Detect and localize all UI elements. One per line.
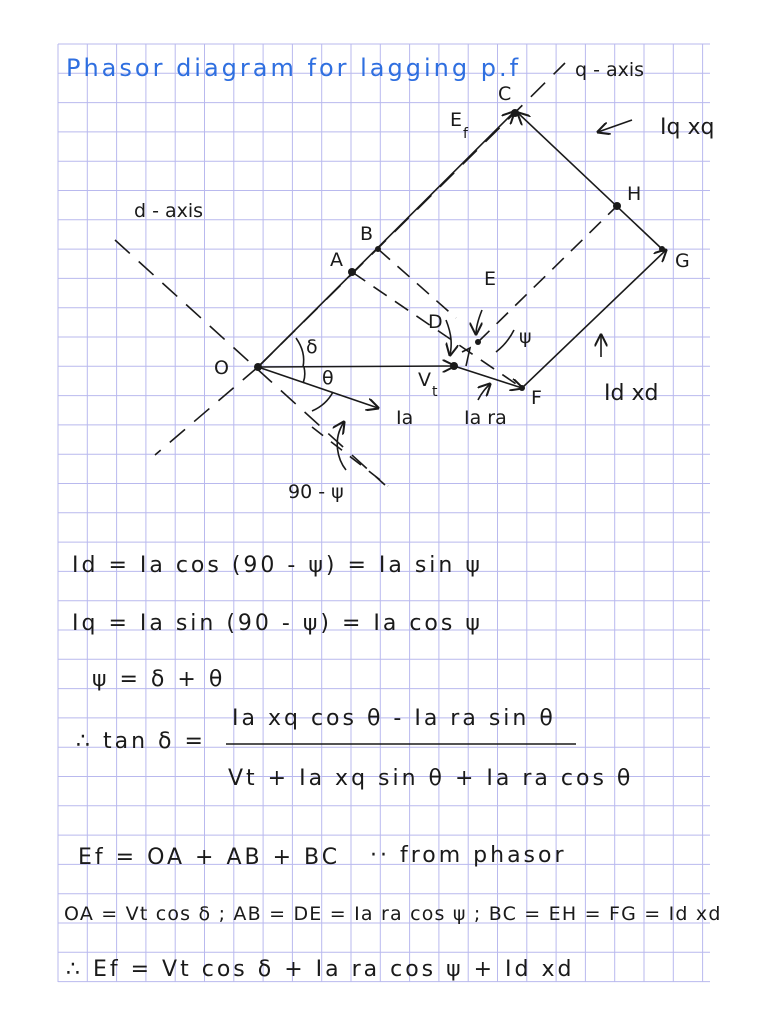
point-d bbox=[450, 362, 458, 370]
equation-ef-final: ∴ Ef = Vt cos δ + Ia ra cos ψ + Id xd bbox=[66, 957, 575, 982]
phasor-diagram bbox=[115, 63, 666, 486]
point-f bbox=[519, 385, 525, 391]
equation-id: Id = Ia cos (90 - ψ) = Ia sin ψ bbox=[72, 553, 483, 578]
equation-ef: Ef = OA + AB + BC bbox=[78, 845, 341, 870]
label-iara: Ia ra bbox=[464, 407, 507, 429]
ninety-psi-arc bbox=[312, 392, 333, 411]
equation-ef-note: ·· from phasor bbox=[370, 843, 567, 868]
point-h bbox=[613, 202, 621, 210]
delta-arc bbox=[296, 338, 304, 367]
label-f: F bbox=[531, 387, 542, 409]
equation-tan-numerator: Ia xq cos θ - Ia ra sin θ bbox=[232, 706, 556, 731]
label-ef-sub: f bbox=[463, 126, 468, 142]
label-vt-sub: t bbox=[432, 384, 438, 400]
iqxq-segment bbox=[518, 113, 662, 249]
label-d: D bbox=[428, 311, 443, 333]
label-vt: V bbox=[418, 369, 431, 391]
point-b bbox=[375, 246, 381, 252]
label-a: A bbox=[330, 249, 343, 271]
q-axis-label: q - axis bbox=[575, 59, 645, 81]
equation-components: OA = Vt cos δ ; AB = DE = Ia ra cos ψ ; BC = EH = FG = Id xd bbox=[64, 903, 722, 925]
label-theta: θ bbox=[322, 367, 334, 389]
d-axis-label: d - axis bbox=[134, 200, 204, 222]
graph-paper-grid bbox=[58, 44, 710, 982]
d-axis-line-lower bbox=[155, 367, 258, 455]
equation-tan-denominator: Vt + Ia xq sin θ + Ia ra cos θ bbox=[228, 766, 634, 791]
point-e bbox=[475, 339, 481, 345]
point-c bbox=[511, 109, 519, 117]
iara-pointer bbox=[478, 384, 490, 400]
equation-tan-prefix: ∴ tan δ = bbox=[76, 729, 206, 754]
label-o: O bbox=[214, 357, 229, 379]
label-ia: Ia bbox=[396, 407, 414, 429]
label-h: H bbox=[627, 183, 642, 205]
ef-phasor bbox=[258, 112, 514, 367]
label-g: G bbox=[675, 250, 690, 272]
psi-pointer bbox=[496, 330, 514, 352]
theta-arc bbox=[303, 367, 305, 383]
label-b: B bbox=[360, 223, 374, 245]
ninety-psi-tick bbox=[312, 427, 388, 486]
label-c: C bbox=[498, 83, 512, 105]
point-o bbox=[254, 363, 262, 371]
vt-phasor bbox=[258, 366, 454, 367]
label-ef: E bbox=[450, 109, 463, 131]
psi-angle-mark bbox=[462, 348, 470, 366]
label-psi: ψ bbox=[519, 326, 532, 348]
label-idxd: Id xd bbox=[604, 381, 659, 406]
d-axis-line bbox=[115, 240, 385, 485]
label-e: E bbox=[484, 268, 497, 290]
page-title: Phasor diagram for lagging p.f bbox=[66, 54, 522, 82]
equations bbox=[64, 553, 722, 982]
label-ninety-minus-psi: 90 - ψ bbox=[288, 481, 344, 503]
e-pointer bbox=[476, 310, 482, 334]
equation-iq: Iq = Ia sin (90 - ψ) = Ia cos ψ bbox=[72, 611, 483, 636]
ia-phasor bbox=[258, 367, 378, 408]
equation-psi: ψ = δ + θ bbox=[92, 667, 226, 692]
label-iqxq: Iq xq bbox=[660, 115, 715, 140]
point-a bbox=[348, 268, 356, 276]
diagram-labels bbox=[134, 59, 714, 503]
point-g bbox=[659, 246, 665, 252]
label-delta: δ bbox=[306, 336, 318, 358]
perp-from-e bbox=[478, 206, 617, 342]
iara-segment bbox=[454, 366, 522, 388]
